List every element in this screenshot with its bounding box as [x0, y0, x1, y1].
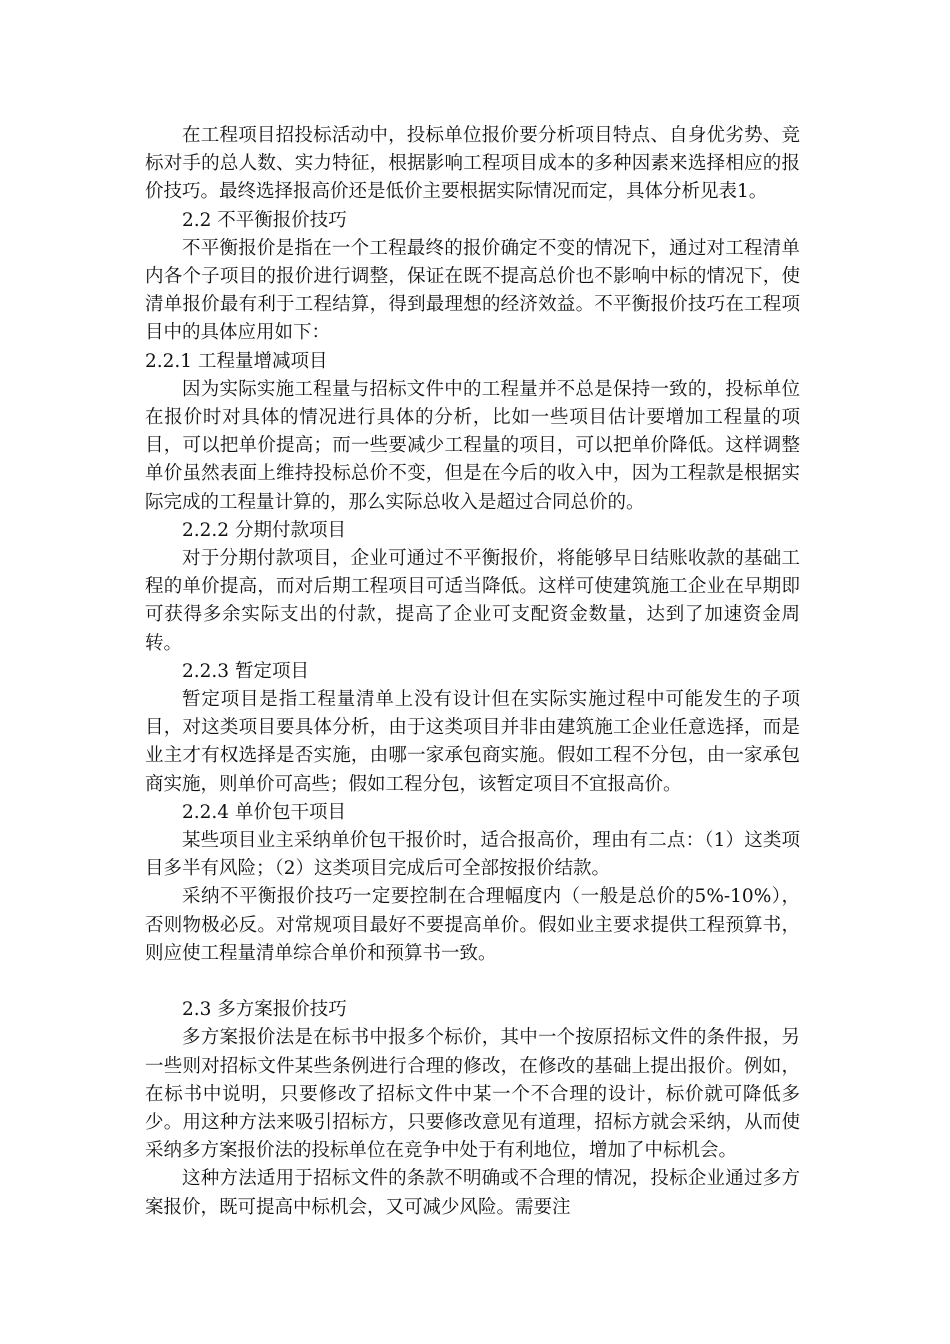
section-heading-2-2-1: 2.2.1 工程量增减项目 [145, 350, 328, 372]
unbalanced-bid-paragraph: 不平衡报价是指在一个工程最终的报价确定不变的情况下，通过对工程清单内各个子项目的报价进行调整，保证在既不提高总价也不影响中标的情况下，使清单报价最有利于工程结算，得到最理想的经济效益。不平衡报价技巧在工程项目中的具体应用如下： [145, 237, 800, 344]
provisional-item-paragraph: 暂定项目是指工程量清单上没有设计但在实际实施过程中可能发生的子项目，对这类项目要具体分析，由于这类项目并非由建筑施工企业任意选择，而是业主才有权选择是否实施，由哪一家承包商实施。假如工程不分包，由一家承包商实施，则单价可高些；假如工程分包，该暂定项目不宜报高价。 [145, 689, 800, 795]
intro-paragraph: 在工程项目招投标活动中，投标单位报价要分析项目特点、自身优劣势、竞标对手的总人数、实力特征，根据影响工程项目成本的多种因素来选择相应的报价技巧。最终选择报高价还是低价主要根据实际情况而定，具体分析见表1。 [145, 125, 800, 203]
applicability-paragraph: 这种方法适用于招标文件的条款不明确或不合理的情况，投标企业通过多方案报价，既可提高中标机会，又可减少风险。需要注 [145, 1168, 800, 1218]
section-heading-2-2-4: 2.2.4 单价包干项目 [182, 801, 346, 823]
quantity-change-paragraph: 因为实际实施工程量与招标文件中的工程量并不总是保持一致的，投标单位在报价时对具体的情况进行具体的分析，比如一些项目估计要增加工程量的项目，可以把单价提高；而一些要减少工程量的项目，可以把单价降低。这样调整单价虽然表面上维持投标总价不变，但是在今后的收入中，因为工程款是根据实际完成的工程量计算的，那么实际总收入是超过合同总价的。 [145, 378, 800, 513]
installment-paragraph: 对于分期付款项目，企业可通过不平衡报价，将能够早日结账收款的基础工程的单价提高，而对后期工程项目可适当降低。这样可使建筑施工企业在早期即可获得多余实际支出的付款，提高了企业可支配资金数量，达到了加速资金周转。 [145, 548, 800, 654]
section-heading-2-3: 2.3 多方案报价技巧 [182, 999, 347, 1021]
section-heading-2-2: 2.2 不平衡报价技巧 [182, 209, 347, 231]
section-heading-2-2-3: 2.2.3 暂定项目 [182, 660, 309, 682]
document-page [145, 122, 800, 1222]
lump-sum-paragraph: 某些项目业主采纳单价包干报价时，适合报高价，理由有二点：（1）这类项目多半有风险；（2）这类项目完成后可全部按报价结款。 [145, 830, 800, 880]
section-heading-2-2-2: 2.2.2 分期付款项目 [182, 519, 346, 541]
range-control-paragraph: 采纳不平衡报价技巧一定要控制在合理幅度内（一般是总价的5%-10%），否则物极必反。对常规项目最好不要提高单价。假如业主要求提供工程预算书，则应使工程量清单综合单价和预算书一致。 [145, 886, 800, 964]
multi-scheme-paragraph: 多方案报价法是在标书中报多个标价，其中一个按原招标文件的条件报，另一些则对招标文件某些条例进行合理的修改，在修改的基础上提出报价。例如，在标书中说明，只要修改了招标文件中某一个不合理的设计，标价就可降低多少。用这种方法来吸引招标方，只要修改意见有道理，招标方就会采纳，从而使采纳多方案报价法的投标单位在竞争中处于有利地位，增加了中标机会。 [145, 1027, 800, 1162]
